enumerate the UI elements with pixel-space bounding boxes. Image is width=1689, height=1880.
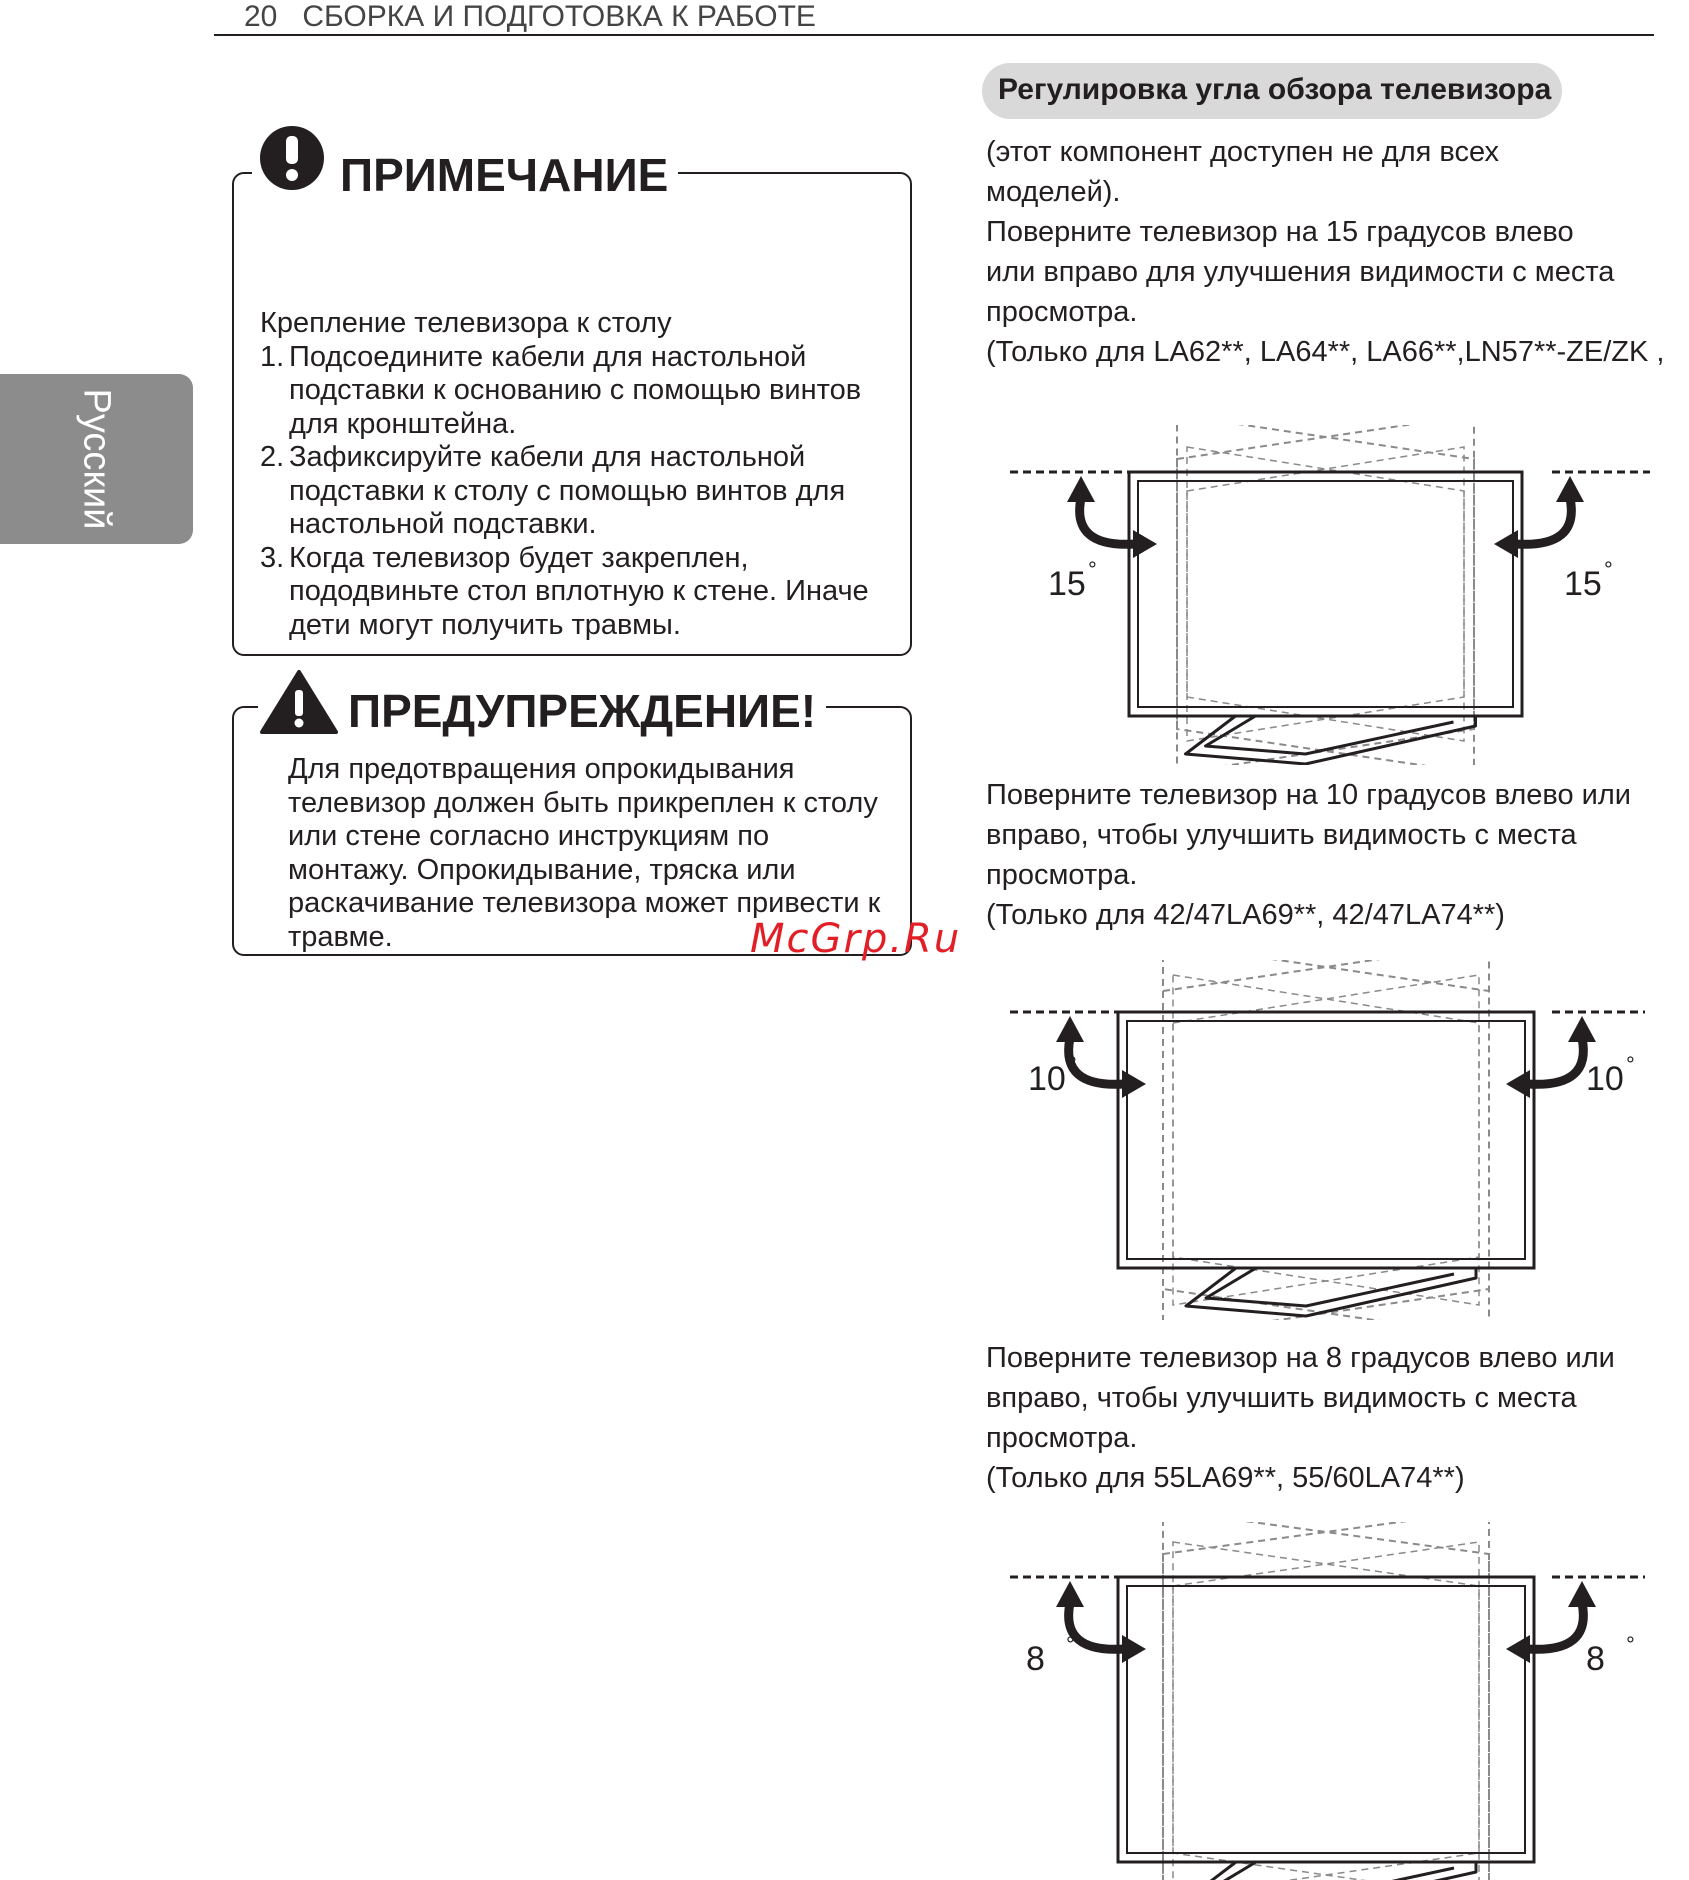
arrow-head-up-right — [1568, 1016, 1596, 1042]
arrow-head-up-left — [1067, 476, 1095, 502]
arrow-head-in-right — [1506, 1635, 1530, 1663]
rotated-tv-screen — [1187, 447, 1464, 741]
rotated-tv-screen — [1187, 447, 1464, 741]
note-list-item — [260, 542, 900, 643]
watermark: McGrp.Ru — [750, 916, 962, 962]
block-1-line: Поверните телевизор на 15 градусов влево — [986, 216, 1574, 248]
rotated-tv-outline — [1177, 425, 1474, 765]
angle-label-left: 10 — [1028, 1060, 1066, 1098]
degree-sign-right: ° — [1626, 1632, 1635, 1657]
angle-label-right: 15 — [1564, 565, 1602, 603]
block-2-line: Поверните телевизор на 10 градусов влево или — [986, 779, 1631, 811]
block-3-line: вправо, чтобы улучшить видимость с места — [986, 1382, 1577, 1414]
arrow-head-up-right — [1556, 476, 1584, 502]
intro-line: моделей). — [986, 176, 1121, 208]
warning-icon-wrap — [258, 668, 340, 736]
tv-frame — [1129, 472, 1522, 716]
tv-frame — [1118, 1577, 1534, 1862]
note-icon-wrap — [252, 124, 332, 204]
block-3-text — [986, 1338, 1686, 1498]
arrow-head-up-left — [1056, 1581, 1084, 1607]
section-heading: Регулировка угла обзора телевизора — [998, 73, 1552, 106]
block-1-text — [986, 212, 1686, 372]
note-list-item — [260, 441, 900, 542]
intro-line: (этот компонент доступен не для всех — [986, 136, 1499, 168]
note-item-text: Подсоедините кабели для настольной подставки к основанию с помощью винтов для кронштейна. — [289, 340, 862, 440]
page-header — [214, 0, 1654, 36]
section-heading-pill — [982, 63, 1562, 119]
warning-triangle-icon — [258, 668, 340, 736]
rotated-tv-screen — [1173, 975, 1479, 1305]
block-3-line: (Только для 55LA69**, 55/60LA74**) — [986, 1462, 1465, 1494]
block-1-line: или вправо для улучшения видимости с места — [986, 256, 1615, 288]
tv-screen — [1127, 1021, 1525, 1259]
block-3-line: просмотра. — [986, 1422, 1138, 1454]
rotate-arrow-right — [1528, 1038, 1583, 1084]
language-tab-label: Русский — [75, 388, 118, 530]
arrow-head-in-right — [1506, 1070, 1530, 1098]
tv-stand — [1186, 1862, 1476, 1880]
block-1-line: просмотра. — [986, 296, 1138, 328]
tv-stand — [1186, 1268, 1476, 1316]
arrow-head-in-right — [1494, 530, 1518, 558]
swivel-diagram-10 — [1000, 960, 1660, 1320]
note-item-number: 3. — [260, 541, 285, 574]
swivel-diagram-8 — [1000, 1522, 1660, 1880]
rotated-tv-screen — [1173, 975, 1479, 1305]
rotate-arrow-right — [1528, 1603, 1583, 1649]
block-2-line: (Только для 42/47LA69**, 42/47LA74**) — [986, 899, 1505, 931]
angle-label-right: 8 — [1586, 1640, 1605, 1678]
degree-sign-right: ° — [1626, 1052, 1635, 1077]
arrow-head-in-left — [1122, 1635, 1146, 1663]
block-1-line: (Только для LA62**, LA64**, LA66**,LN57**-ZE/ZK , — [986, 336, 1665, 368]
degree-sign-left: ° — [1068, 1052, 1077, 1077]
angle-label-left: 8 — [1026, 1640, 1045, 1678]
rotated-tv-outline — [1163, 960, 1489, 1320]
rotated-tv-outline — [1177, 425, 1474, 765]
arrow-head-in-left — [1122, 1070, 1146, 1098]
block-2-line: вправо, чтобы улучшить видимость с места — [986, 819, 1577, 851]
exclamation-icon — [252, 124, 332, 204]
rotate-arrow-left — [1069, 1603, 1124, 1649]
note-title: ПРИМЕЧАНИЕ — [330, 148, 678, 202]
tv-screen — [1127, 1586, 1525, 1853]
arrow-head-up-right — [1568, 1581, 1596, 1607]
note-item-text: Когда телевизор будет закреплен, пододвиньте стол вплотную к стене. Иначе дети могут получить травмы. — [289, 541, 869, 641]
rotate-arrow-right — [1516, 498, 1571, 544]
warning-title: ПРЕДУПРЕЖДЕНИЕ! — [338, 684, 826, 738]
tv-screen — [1138, 481, 1513, 707]
degree-sign-left: ° — [1088, 557, 1097, 582]
page-number: 20 — [244, 0, 278, 33]
section-title: СБОРКА И ПОДГОТОВКА К РАБОТЕ — [302, 0, 816, 33]
angle-label-right: 10 — [1586, 1060, 1624, 1098]
section-intro — [986, 132, 1686, 212]
rotated-tv-outline — [1163, 960, 1489, 1320]
rotated-tv-screen — [1173, 1542, 1479, 1880]
note-item-number: 1. — [260, 340, 285, 373]
rotate-arrow-left — [1069, 1038, 1124, 1084]
degree-sign-right: ° — [1604, 557, 1613, 582]
language-tab — [0, 374, 193, 544]
block-3-line: Поверните телевизор на 8 градусов влево или — [986, 1342, 1615, 1374]
rotated-tv-screen — [1173, 1542, 1479, 1880]
note-content — [260, 307, 900, 642]
header-text — [244, 0, 816, 34]
swivel-diagram-15 — [1000, 425, 1660, 765]
angle-label-left: 15 — [1048, 565, 1086, 603]
note-item-text: Зафиксируйте кабели для настольной подставки к столу с помощью винтов для настольной подставки. — [289, 441, 846, 540]
rotate-arrow-left — [1080, 498, 1135, 544]
arrow-head-up-left — [1056, 1016, 1084, 1042]
block-2-text — [986, 775, 1686, 935]
degree-sign-left: ° — [1066, 1632, 1075, 1657]
note-list — [260, 341, 900, 643]
tv-stand — [1186, 716, 1476, 764]
note-list-item — [260, 341, 900, 442]
note-intro: Крепление телевизора к столу — [260, 307, 672, 339]
block-2-line: просмотра. — [986, 859, 1138, 891]
arrow-head-in-left — [1133, 530, 1157, 558]
warning-text: Для предотвращения опрокидывания телевизор должен быть прикреплен к столу или стене согласно инструкциям по монтажу. Опрокидывание, тряска или раскачивание телевизора может привести к травме. — [288, 753, 881, 953]
note-item-number: 2. — [260, 441, 285, 473]
tv-frame — [1118, 1012, 1534, 1268]
